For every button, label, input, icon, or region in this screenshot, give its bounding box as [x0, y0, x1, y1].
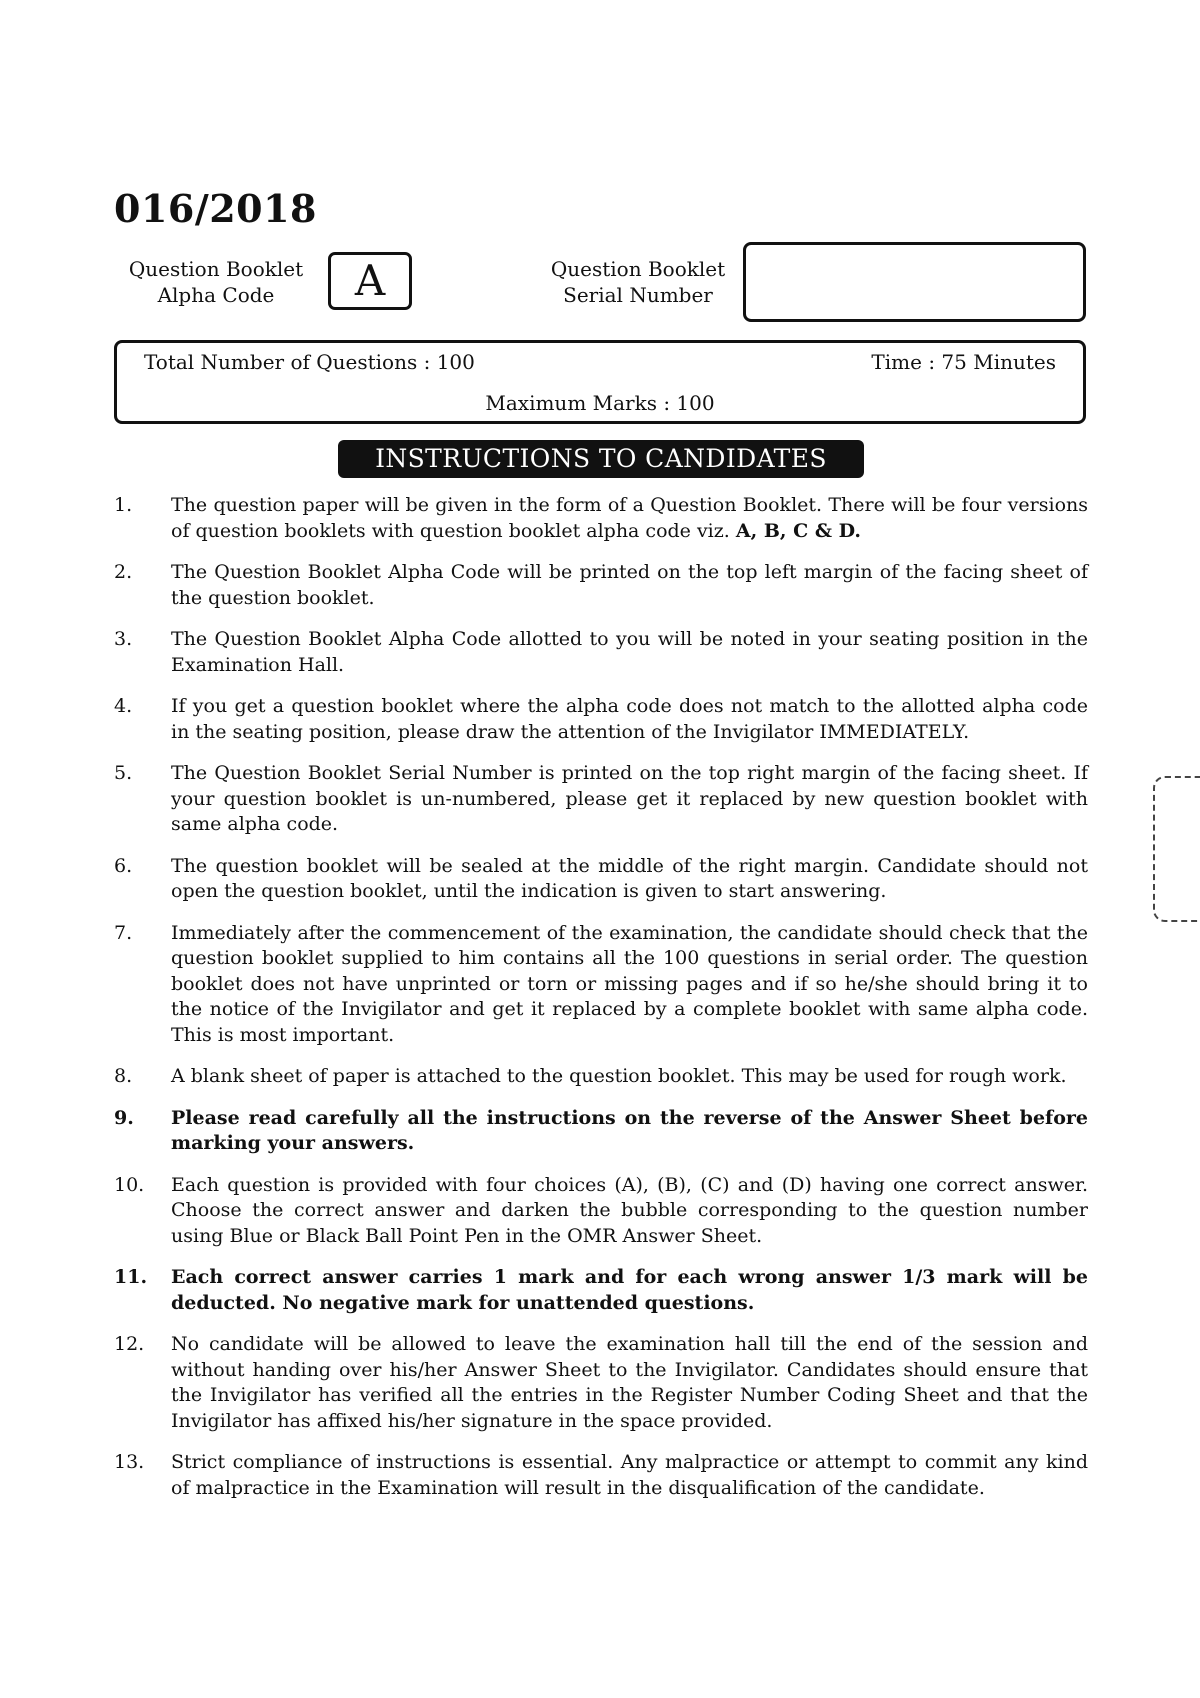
- instruction-text-body: Strict compliance of instructions is essential. Any malpractice or attempt to commit any kind of malpractice in the Examination will result in the disqualification of the candidate.: [171, 1451, 1088, 1499]
- instruction-number: 9.: [114, 1106, 134, 1129]
- instruction-text: [171, 922, 1088, 1046]
- serial-number-box: [743, 242, 1086, 322]
- total-questions: Total Number of Questions : 100: [144, 350, 475, 374]
- instruction-text: [171, 1333, 1088, 1432]
- instruction-text: [171, 1065, 1067, 1087]
- instruction-number: 10.: [114, 1173, 145, 1196]
- instructions-list: [114, 493, 1088, 1517]
- exam-time: Time : 75 Minutes: [871, 350, 1056, 374]
- serial-number-label-line-2: Serial Number: [563, 283, 713, 307]
- instruction-item: [114, 493, 1088, 544]
- instruction-item: [114, 560, 1088, 611]
- instruction-item: [114, 694, 1088, 745]
- instruction-text: [171, 1266, 1088, 1314]
- instruction-item: [114, 1450, 1088, 1501]
- instruction-number: 8.: [114, 1065, 133, 1087]
- instruction-text: [171, 855, 1088, 903]
- alpha-code-label-line-2: Alpha Code: [157, 283, 275, 307]
- instruction-text-body: Each question is provided with four choices (A), (B), (C) and (D) having one correct answer. Choose the correct answer and darken the bubble corresponding to the question number using Blue or Black Ball Point Pen in the OMR Answer Sheet.: [171, 1173, 1088, 1247]
- instruction-item: [114, 1332, 1088, 1434]
- instruction-item: [114, 921, 1088, 1049]
- instruction-number: 5.: [114, 762, 133, 784]
- instruction-item: [114, 761, 1088, 838]
- instruction-text-bold: A, B, C & D.: [735, 519, 862, 542]
- instruction-text-body: The Question Booklet Alpha Code allotted to you will be noted in your seating position in the Examination Hall.: [171, 628, 1088, 676]
- instruction-text: [171, 628, 1088, 676]
- instruction-number: 7.: [114, 921, 133, 944]
- instruction-number: 1.: [114, 494, 133, 516]
- instruction-text-body: The question paper will be given in the form of a Question Booklet. There will be four versions of question booklets with question booklet alpha code viz.: [171, 494, 1088, 542]
- instructions-heading: INSTRUCTIONS TO CANDIDATES: [338, 440, 864, 478]
- instruction-number: 11.: [114, 1266, 148, 1288]
- alpha-code-box: A: [328, 252, 412, 310]
- instruction-text: [171, 1451, 1088, 1499]
- instruction-text: [171, 1107, 1088, 1155]
- exam-summary-box: [114, 340, 1086, 424]
- instruction-text-body: No candidate will be allowed to leave the examination hall till the end of the session and without handing over his/her Answer Sheet to the Invigilator. Candidates should ensure that the Invigilator has verified all the entries in the Register Number Coding Sheet and that the Invigilator has affixed his/her signature in the space provided.: [171, 1333, 1088, 1432]
- instruction-item: [114, 1106, 1088, 1157]
- instruction-item: [114, 1064, 1088, 1090]
- instruction-item: [114, 854, 1088, 905]
- serial-number-label-line-1: Question Booklet: [550, 257, 726, 281]
- instruction-text-body: The Question Booklet Alpha Code will be printed on the top left margin of the facing sheet of the question booklet.: [171, 561, 1088, 609]
- instruction-text-body: A blank sheet of paper is attached to the question booklet. This may be used for rough work.: [171, 1065, 1067, 1087]
- instruction-number: 3.: [114, 628, 133, 650]
- instruction-text: [171, 561, 1088, 609]
- instruction-number: 4.: [114, 695, 133, 717]
- paper-code: 016/2018: [114, 186, 317, 231]
- instruction-text-body: The Question Booklet Serial Number is printed on the top right margin of the facing sheet. If your question booklet is un-numbered, please get it replaced by new question booklet with same alpha code.: [171, 762, 1088, 835]
- instruction-number: 6.: [114, 854, 133, 877]
- instruction-number: 2.: [114, 561, 133, 583]
- instruction-text: [171, 1174, 1088, 1247]
- seal-perforation-mark: [1153, 776, 1200, 922]
- instruction-text: [171, 494, 1088, 542]
- instruction-text-body: Immediately after the commencement of the examination, the candidate should check that the question booklet supplied to him contains all the 100 questions in serial order. The question booklet does not have unprinted or torn or missing pages and if so he/she should bring it to the notice of the Invigilator and get it replaced by a complete booklet with same alpha code. This is most important.: [171, 921, 1088, 1046]
- instruction-number: 13.: [114, 1451, 145, 1473]
- instruction-text-body: If you get a question booklet where the alpha code does not match to the allotted alpha code in the seating position, please draw the attention of the Invigilator IMMEDIATELY.: [171, 695, 1088, 743]
- maximum-marks: Maximum Marks : 100: [485, 391, 715, 415]
- instruction-number: 12.: [114, 1333, 145, 1355]
- instruction-item: [114, 1173, 1088, 1250]
- instruction-text: [171, 695, 1088, 743]
- serial-number-label: [540, 256, 736, 308]
- alpha-code-label: [118, 256, 314, 308]
- instruction-item: [114, 1265, 1088, 1316]
- instruction-text: [171, 762, 1088, 835]
- instruction-text-body: The question booklet will be sealed at the middle of the right margin. Candidate should not open the question booklet, until the indication is given to start answering.: [171, 854, 1088, 902]
- alpha-code-label-line-1: Question Booklet: [128, 257, 304, 281]
- instruction-text-body: Please read carefully all the instructions on the reverse of the Answer Sheet before marking your answers.: [171, 1106, 1088, 1154]
- instruction-item: [114, 627, 1088, 678]
- instruction-text-body: Each correct answer carries 1 mark and for each wrong answer 1/3 mark will be deducted. No negative mark for unattended questions.: [171, 1266, 1088, 1314]
